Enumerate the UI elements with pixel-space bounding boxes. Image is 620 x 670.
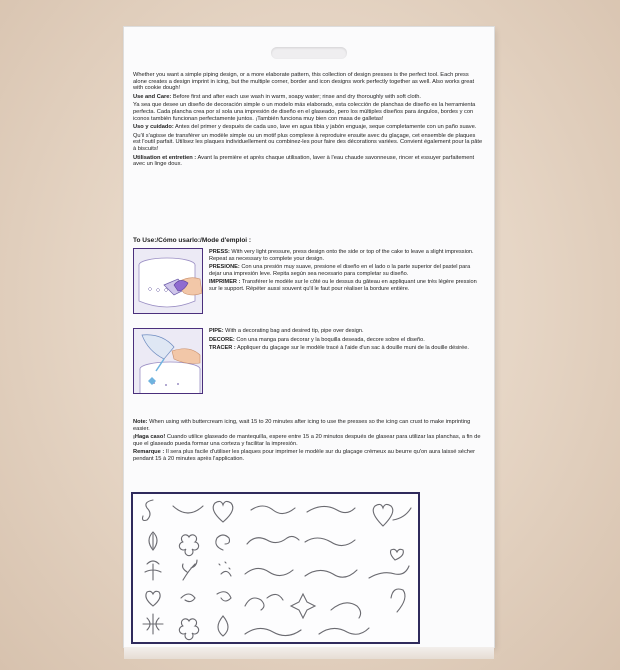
double-heart-icon (146, 591, 160, 606)
border-flourish-6-icon (305, 570, 357, 577)
intro-en: Whether you want a simple piping design, or a more elaborate pattern, this collection of design presses is the perfect tool. Each press alone creates a design imprint in icing, but the multiple corner, border and icon designs work perfectly together as well. Also works great with cookie dough! (133, 72, 475, 92)
cross-flourish-icon (143, 614, 163, 634)
press-illustration (133, 248, 203, 314)
border-flourish-1-icon (251, 506, 295, 514)
design-shapes (133, 494, 418, 642)
step-pipe-text (209, 328, 484, 354)
press-cake-icon (134, 249, 203, 314)
border-flourish-5-icon (245, 568, 293, 575)
piping-bag-icon (134, 329, 203, 394)
note-es: ¡Haga caso! Cuando utilice glaseado de mantequilla, espere entre 15 a 20 minutos después de glasear para utilizar las planchas, a fin de que el glaseado pueda formar una corteza y facilitar la impresión. (133, 434, 481, 447)
use-care-fr: Utilisation et entretien : Avant la première et après chaque utilisation, laver à l'eau chaude savonneuse, rincer et essuyer parfaitement avec un linge doux. (133, 154, 475, 168)
scroll-tail-icon (331, 603, 361, 618)
border-flourish-7-icon (245, 628, 301, 635)
fleur-icon (145, 561, 161, 580)
note-fr: Remarque : Il sera plus facile d'utiliser les plaques pour imprimer le modèle sur du glaçage crémeux au beurre qu'on aura laissé sécher pendant 15 à 20 minutes après l'application. (133, 449, 476, 462)
curl-2-icon (217, 592, 231, 601)
flower-2-icon (179, 619, 198, 640)
step-press-fr: IMPRIMER : Transférer le modèle sur le côté ou le dessus du gâteau en appliquant une très légère pression sur le support. Répéter aussi souvent qu'il le faut pour réaliser la bordure entière. (209, 279, 477, 292)
intro-fr: Qu'il s'agisse de transférer un modèle simple ou un motif plus complexe à reproduire ensuite avec du glaçage, cet ensemble de plaques est l'outil parfait. Utilisez les plaques individuellement ou combinez-les pour faire des décorations variées. Convient également pour la pâte à biscuits! (133, 132, 483, 152)
heart-icon (213, 501, 233, 522)
scroll-s-icon (143, 500, 154, 521)
package-bottom-edge (124, 647, 494, 659)
step-pipe-es: DECORE: Con una manga para decorar y la boquilla deseada, decore sobre el diseño. (209, 336, 425, 343)
border-flourish-8-icon (319, 628, 369, 634)
star-diamond-icon (291, 594, 315, 618)
step-pipe-fr: TRACER : Appliquer du glaçage sur le modèle tracé à l'aide d'un sac à douille muni de la douille désirée. (209, 345, 469, 352)
leaf-icon (149, 532, 157, 550)
note-en: Note: When using with buttercream icing, wait 15 to 20 minutes after icing to use the presses so the icing can crust to make imprinting easier. (133, 419, 471, 432)
description-block (133, 72, 483, 170)
pipe-illustration (133, 328, 203, 394)
flower-icon (179, 535, 198, 556)
step-press-en: PRESS: With very light pressure, press design onto the side or top of the cake to leave a slight impression. Repeat as necessary to complete your design. (209, 249, 474, 262)
use-care-es: Uso y cuidado: Antes del primer y después de cada uso, lave en agua tibia y jabón enguaje, seque completamente con un paño suave. (133, 124, 477, 131)
curl-icon (181, 594, 195, 602)
how-to-title: To Use:/Cómo usarlo:/Mode d'emploi : (133, 237, 252, 244)
border-flourish-3-icon (247, 536, 299, 544)
teardrop-icon (218, 616, 228, 636)
dots-sprig-icon (219, 562, 231, 576)
notes-block (133, 419, 483, 465)
swag-icon (173, 506, 203, 513)
step-press-text (209, 249, 484, 295)
sprig-icon (183, 560, 198, 580)
hang-hole (271, 47, 347, 59)
step-pipe-en: PIPE: With a decorating bag and desired tip, pipe over design. (209, 328, 364, 334)
swirl-pair-icon (245, 594, 283, 610)
swirl-icon (216, 535, 230, 550)
intro-es: Ya sea que desee un diseño de decoración simple o un modelo más elaborado, esta colección de planchas de diseño es la herramienta perfecta. Cada plancha crea por sí sola una impresión de diseño en el glaseado, pero los múltiples diseños para ángulos, bordes y con iconos también funcionan perfectamente juntos. ¡También funciona muy bien con masa de galletas! (133, 102, 476, 122)
border-flourish-2-icon (307, 506, 355, 512)
heart-scroll-2-icon (369, 549, 409, 578)
design-press-chart (131, 492, 420, 644)
step-press-es: PRESIONE: Con una presión muy suave, presione el diseño en el lado o la parte superior del pastel para dejar una impresión leve. Repita según sea necesario para completar su diseño. (209, 264, 471, 277)
long-curl-icon (391, 589, 405, 612)
use-care-en: Use and Care: Before first and after each use wash in warm, soapy water; rinse and dry thoroughly with soft cloth. (133, 93, 421, 100)
heart-scroll-icon (373, 504, 411, 526)
border-flourish-4-icon (305, 538, 355, 546)
